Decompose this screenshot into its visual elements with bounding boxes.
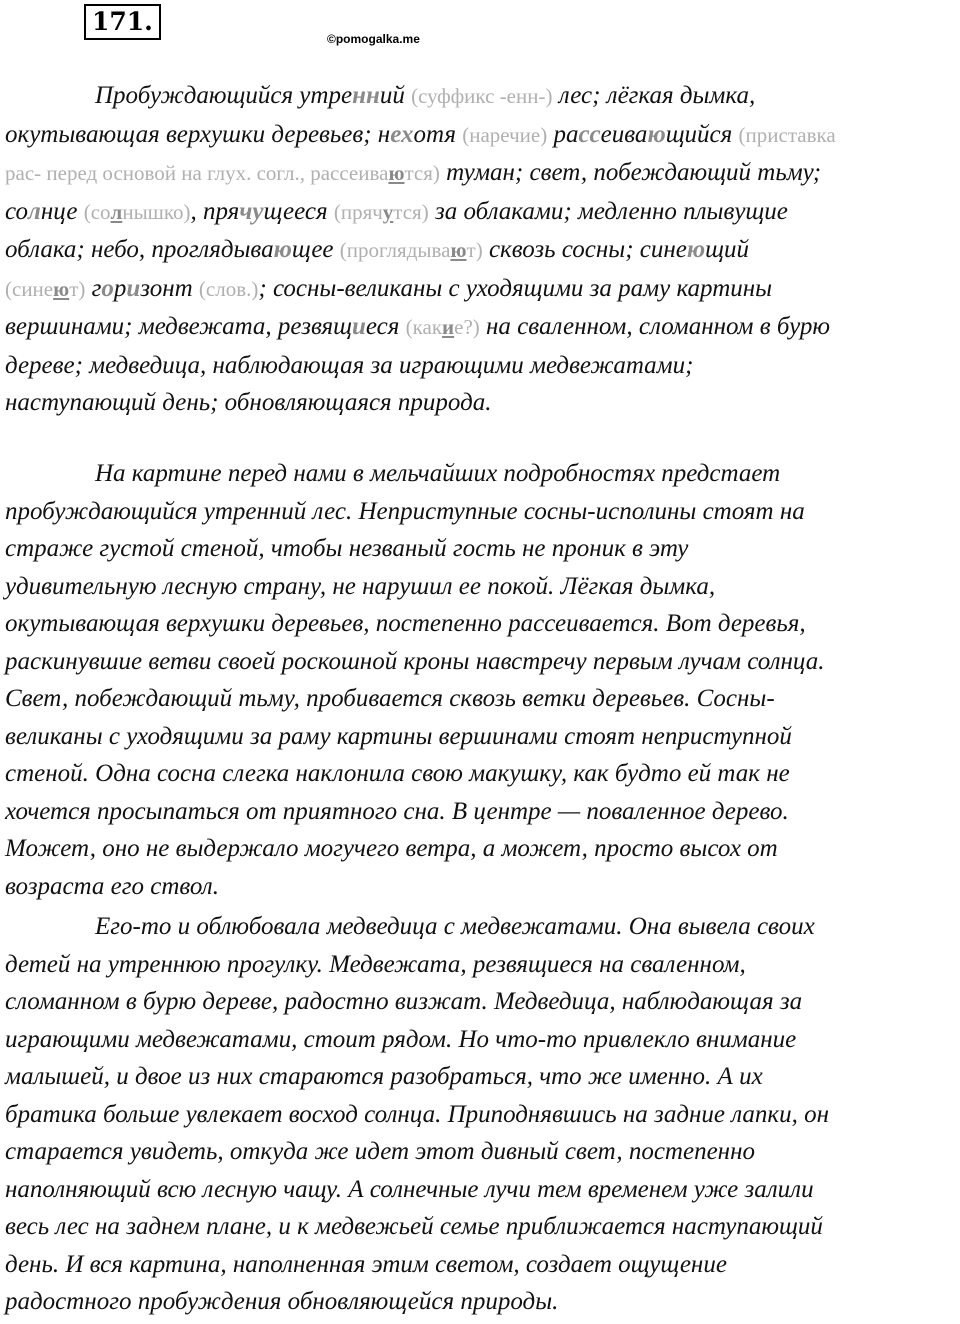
text-segment: щее [291,236,340,263]
text-line: хочется просыпаться от приятного сна. В центре — поваленное дерево. [5,797,789,825]
annotation-note: и [442,315,455,339]
essay-paragraph-1 [5,455,955,905]
text-segment: сквозь сосны; сине [482,236,687,263]
text-line: На картине перед нами в мельчайших подробностях предстает [95,460,781,487]
text-line [5,193,955,232]
annotation-note: е?) [454,315,480,339]
annotation-note: (пряч [333,199,383,224]
text-line: великаны с уходящими за раму картины вершинами стоят неприступной [5,722,792,750]
text-line: раскинувшие ветви своей роскошной кроны навстречу первым лучам солнца. [5,647,825,675]
annotation-note: (сине [5,276,54,301]
annotation-note: т) [466,238,483,262]
highlighted-letters: ю [686,236,706,263]
text-line [5,116,955,155]
text-line [5,384,955,422]
essay-paragraph-2 [5,908,955,1321]
text-segment: щееся [263,197,334,225]
text-line: радостного пробуждения обновляющейся природы. [5,1288,559,1315]
text-line: стеной. Одна сосна слегка наклонила свою макушку, как будто ей так не [5,760,790,787]
annotation-note: (со [83,199,111,224]
text-line: страже густой стеной, чтобы незваный гость не проник в эту [5,535,689,562]
annotation-note: рас- перед основой на глух. согл., рассеива [5,161,389,185]
annotation-note: ю [388,161,405,185]
text-line [5,231,955,270]
text-segment: ра [547,120,579,148]
highlighted-letters: ю [647,120,666,148]
annotation-note: у [382,199,394,224]
annotation-note: тся) [393,199,429,224]
text-line: день. И вся картина, наполненная этим светом, создает ощущение [5,1250,727,1278]
annotation-note: л [110,199,123,224]
watermark: ©pomogalka.me [327,32,420,46]
text-segment: ий [379,82,412,109]
text-line: наполняющий всю лесную чащу. А солнечные лучи тем временем уже залили [5,1175,814,1203]
word-analysis-paragraph [5,77,955,422]
annotation-note: (как [405,315,443,339]
highlighted-letters: ч [239,197,253,225]
annotation-note: т) [69,276,86,301]
text-line: детей на утреннюю прогулку. Медвежата, резвящиеся на сваленном, [5,950,746,978]
text-segment: туман; свет, побеждающий тьму; [439,159,822,186]
text-segment: нце [40,197,84,225]
annotation-note: ю [450,238,467,262]
exercise-number: 171. [84,4,161,40]
text-segment: зонт [140,274,199,302]
annotation-note: (проглядыва [339,238,451,262]
text-line: братика больше увлекает восход солнца. Приподнявшись на задние лапки, он [5,1100,830,1128]
text-line: Свет, побеждающий тьму, пробивается сквозь ветки деревьев. Сосны- [5,685,775,712]
text-line: играющими медвежатами, стоит рядом. Но что-то привлекло внимание [5,1025,797,1053]
text-segment: щий [705,236,749,263]
highlighted-letters: у [252,197,264,225]
text-segment: щийся [665,120,739,148]
text-segment: дереве; медведица, наблюдающая за играющими медвежатами; [5,351,694,379]
text-line: весь лес на заднем плане, и к медвежьей семье приближается наступающий [5,1213,823,1240]
text-line [5,347,955,385]
highlighted-letters: и [126,274,141,302]
text-segment: на сваленном, сломанном в бурю [479,313,830,340]
highlighted-letters: и [351,313,366,340]
text-line [5,270,955,309]
highlighted-letters: сс [578,120,601,148]
text-segment: окутывающая верхушки деревьев; н [5,120,391,148]
text-line: удивительную лесную страну, не нарушил ее покой. Лёгкая дымка, [5,572,716,600]
annotation-note: ю [53,276,70,301]
text-segment: р [113,274,127,302]
text-segment: ; сосны-великаны с уходящими за раму картины [258,274,773,302]
text-line [5,308,955,347]
highlighted-letters: о [101,274,114,302]
highlighted-letters: л [27,197,41,225]
text-line: возраста его ствол. [5,872,219,900]
annotation-note: (суффикс -енн-) [411,84,553,108]
text-segment: за облаками; медленно плывущие [428,197,788,225]
text-line: Его-то и облюбовала медведица с медвежатами. Она вывела своих [95,913,815,940]
highlighted-letters: ю [273,236,292,263]
text-line: Может, оно не выдержало могучего ветра, а может, просто высох от [5,835,778,862]
text-segment: еива [600,120,648,148]
text-segment: еся [365,313,406,340]
text-segment: отя [413,120,463,148]
text-line [5,154,955,193]
text-line: пробуждающийся утренний лес. Неприступные сосны-исполины стоят на [5,497,805,525]
text-line: старается увидеть, откуда же идет этот дивный свет, постепенно [5,1138,755,1165]
text-segment: наступающий день; обновляющаяся природа. [5,389,492,416]
text-segment: вершинами; медвежата, резвящ [5,313,352,340]
text-segment: облака; небо, проглядыва [5,236,274,263]
text-line: окутывающая верхушки деревьев, постепенно рассеивается. Вот деревья, [5,610,806,637]
annotation-note: (наречие) [462,122,548,147]
text-line: сломанном в бурю дереве, радостно визжат. Медведица, наблюдающая за [5,988,803,1015]
annotation-note: нышко) [122,199,191,224]
annotation-note: (слов.) [198,276,259,301]
text-segment: со [5,197,28,225]
annotation-note: тся) [404,161,440,185]
text-segment: лес; лёгкая дымка, [552,82,756,109]
text-segment: г [85,274,102,302]
text-segment: , пря [190,197,240,225]
text-line [5,77,955,116]
highlighted-letters: ех [390,120,414,148]
highlighted-letters: нн [352,82,380,109]
text-segment: Пробуждающийся утре [95,82,353,109]
annotation-note: (приставка [738,122,836,147]
text-line: малышей, и двое из них стараются разобраться, что же именно. А их [5,1063,763,1090]
